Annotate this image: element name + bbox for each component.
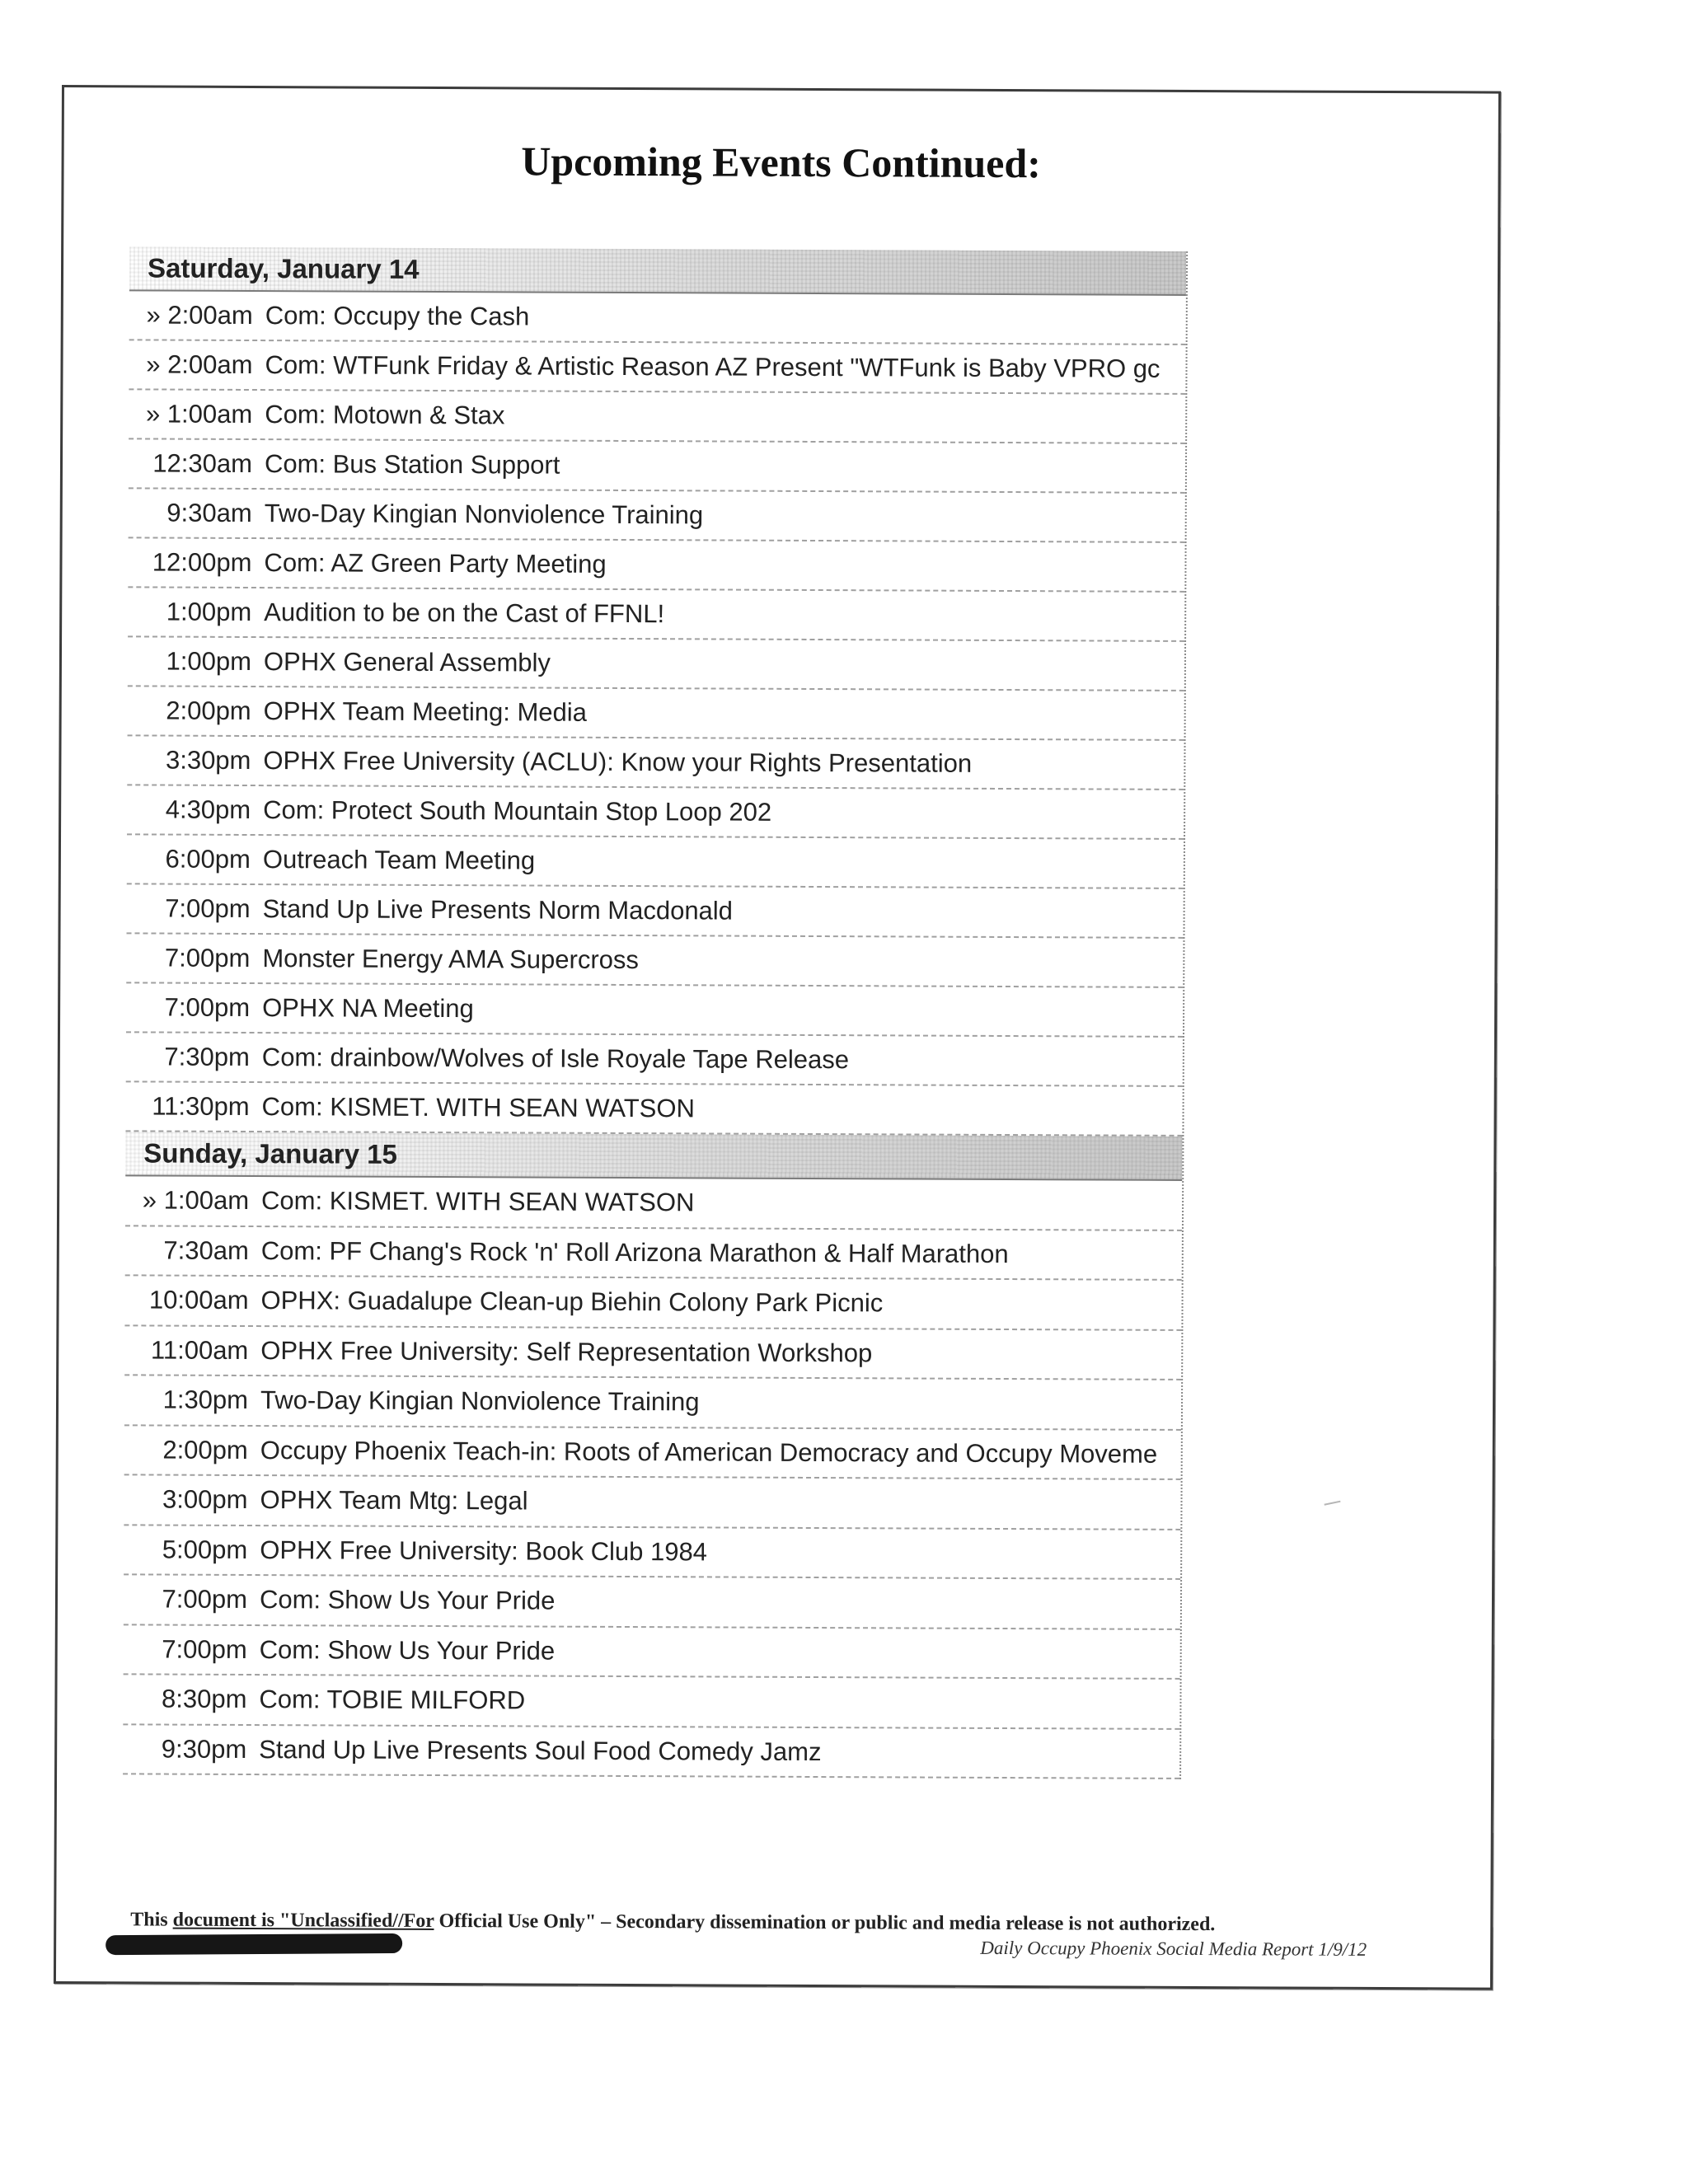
- event-list-sunday: [123, 1176, 1182, 1779]
- event-row: [126, 1033, 1183, 1087]
- event-row: [124, 1625, 1180, 1680]
- event-title: OPHX Free University (ACLU): Know your Rights Presentation: [263, 746, 973, 778]
- event-row: [128, 588, 1184, 642]
- event-title: Stand Up Live Presents Norm Macdonald: [262, 894, 734, 926]
- page-title: Upcoming Events Continued:: [521, 138, 1042, 187]
- event-title: Com: drainbow/Wolves of Isle Royale Tape Release: [261, 1043, 850, 1075]
- event-row: [127, 736, 1184, 790]
- event-row: [124, 1475, 1180, 1530]
- event-row: [124, 1426, 1181, 1480]
- event-time: 10:00am: [148, 1285, 249, 1315]
- event-title: Com: Show Us Your Pride: [259, 1634, 556, 1666]
- event-title: Outreach Team Meeting: [262, 845, 536, 875]
- event-row: [129, 291, 1186, 345]
- event-title: Com: Protect South Mountain Stop Loop 202: [263, 795, 772, 827]
- event-title: OPHX Team Meeting: Media: [263, 696, 588, 727]
- event-title: Com: WTFunk Friday & Artistic Reason AZ Present "WTFunk is Baby VPRO gc: [265, 350, 1160, 383]
- event-title: Com: Show Us Your Pride: [259, 1585, 556, 1615]
- event-time: 1:30pm: [162, 1385, 249, 1415]
- day-block-sunday: [123, 1132, 1182, 1779]
- document-page: [54, 85, 1501, 1990]
- notice-prefix: This: [130, 1909, 173, 1931]
- event-title: Monster Energy AMA Supercross: [262, 944, 640, 975]
- event-row: [129, 340, 1185, 395]
- event-time: 1:00pm: [166, 597, 252, 627]
- day-header-saturday: Saturday, January 14: [129, 246, 1186, 296]
- event-time: 12:30am: [152, 448, 253, 479]
- day-header-sunday: Sunday, January 15: [125, 1132, 1182, 1181]
- event-title: OPHX: Guadalupe Clean-up Biehin Colony Park Picnic: [260, 1286, 884, 1318]
- event-time: 11:30pm: [152, 1091, 250, 1122]
- event-time: 5:00pm: [162, 1535, 248, 1564]
- event-row: [123, 1675, 1179, 1729]
- event-time: 9:30am: [166, 498, 252, 528]
- event-row: [125, 1176, 1182, 1230]
- event-row: [124, 1526, 1180, 1580]
- event-title: OPHX Free University: Self Representation Workshop: [260, 1335, 873, 1367]
- event-row: [127, 785, 1184, 840]
- event-row: [124, 1575, 1180, 1629]
- event-row: [125, 1082, 1182, 1137]
- event-list-saturday: [125, 291, 1185, 1137]
- event-title: Com: TOBIE MILFORD: [259, 1685, 526, 1715]
- event-row: [129, 489, 1185, 543]
- event-title: Audition to be on the Cast of FFNL!: [264, 598, 665, 629]
- event-time: 3:30pm: [165, 745, 251, 776]
- event-row: [124, 1326, 1181, 1380]
- event-title: OPHX NA Meeting: [262, 993, 474, 1024]
- event-time: » 1:00am: [145, 399, 253, 429]
- event-time: 7:30am: [163, 1235, 249, 1265]
- event-title: Com: KISMET. WITH SEAN WATSON: [261, 1092, 695, 1123]
- notice-rest: Official Use Only" – Secondary dissemination or public and media release is not authorized.: [434, 1910, 1216, 1936]
- event-time: » 1:00am: [142, 1185, 250, 1216]
- event-row: [124, 1276, 1181, 1330]
- event-time: 12:00pm: [152, 547, 252, 578]
- event-title: Two-Day Kingian Nonviolence Training: [260, 1385, 700, 1417]
- event-time: 8:30pm: [161, 1684, 247, 1713]
- day-block-saturday: [125, 246, 1186, 1137]
- event-time: » 2:00am: [146, 300, 253, 330]
- event-title: Stand Up Live Presents Soul Food Comedy Jamz: [259, 1734, 822, 1766]
- event-row: [123, 1725, 1179, 1779]
- event-row: [129, 390, 1185, 444]
- redaction-mark: [106, 1933, 402, 1955]
- event-row: [129, 439, 1185, 494]
- event-row: [127, 884, 1184, 939]
- event-time: 1:00pm: [166, 646, 252, 677]
- event-time: 3:00pm: [162, 1484, 248, 1515]
- report-reference: Daily Occupy Phoenix Social Media Report 1/9/12: [980, 1937, 1367, 1960]
- event-title: Occupy Phoenix Teach-in: Roots of American Democracy and Occupy Moveme: [260, 1435, 1158, 1469]
- event-row: [128, 637, 1184, 691]
- event-title: Com: Occupy the Cash: [265, 301, 530, 331]
- event-row: [128, 687, 1184, 741]
- event-time: » 2:00am: [146, 349, 253, 380]
- event-row: [125, 1226, 1182, 1281]
- notice-underlined: document is "Unclassified//For: [172, 1909, 434, 1932]
- event-title: OPHX Free University: Book Club 1984: [260, 1535, 708, 1566]
- event-time: 7:00pm: [164, 992, 251, 1023]
- event-row: [127, 835, 1184, 889]
- classification-notice: [130, 1909, 1215, 1936]
- event-time: 11:00am: [150, 1334, 249, 1365]
- event-title: Com: KISMET. WITH SEAN WATSON: [261, 1186, 695, 1217]
- event-time: 7:00pm: [162, 1634, 247, 1664]
- event-row: [126, 983, 1183, 1038]
- event-row: [128, 538, 1184, 593]
- event-time: 7:00pm: [164, 943, 251, 973]
- event-time: 7:30pm: [164, 1042, 250, 1072]
- event-title: OPHX General Assembly: [263, 647, 551, 677]
- event-time: 7:00pm: [165, 893, 251, 924]
- event-row: [126, 934, 1183, 988]
- event-title: OPHX Team Mtg: Legal: [260, 1485, 528, 1516]
- event-time: 9:30pm: [161, 1734, 247, 1764]
- events-schedule: [123, 246, 1188, 1779]
- event-title: Com: AZ Green Party Meeting: [264, 548, 607, 579]
- event-time: 4:30pm: [165, 794, 251, 825]
- event-title: Com: Bus Station Support: [264, 449, 560, 480]
- event-title: Com: PF Chang's Rock 'n' Roll Arizona Marathon & Half Marathon: [260, 1235, 1009, 1268]
- event-time: 2:00pm: [166, 696, 251, 726]
- event-time: 2:00pm: [162, 1435, 248, 1465]
- event-title: Two-Day Kingian Nonviolence Training: [264, 499, 704, 530]
- event-title: Com: Motown & Stax: [265, 400, 505, 430]
- event-time: 6:00pm: [165, 844, 251, 874]
- stray-mark: [1325, 1501, 1341, 1506]
- event-row: [124, 1376, 1181, 1430]
- event-time: 7:00pm: [162, 1584, 248, 1614]
